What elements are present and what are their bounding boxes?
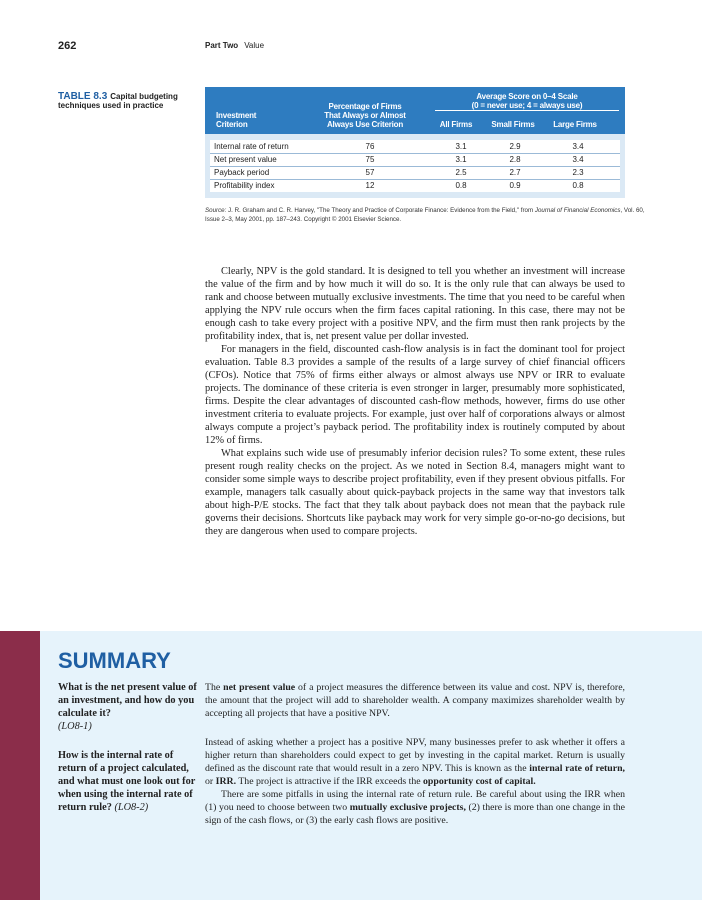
answer-paragraph xyxy=(205,736,625,788)
part-label xyxy=(205,41,264,50)
all-firms-cell: 2.5 xyxy=(455,168,467,177)
all-firms-cell: 3.1 xyxy=(455,142,467,151)
answer-text: or xyxy=(205,776,216,787)
small-firms-cell: 2.9 xyxy=(509,142,521,151)
table-row xyxy=(210,179,620,192)
key-term: internal rate of return, xyxy=(529,763,625,774)
page-number: 262 xyxy=(58,40,77,52)
paragraph: For managers in the field, discounted cash-flow analysis is in fact the dominant tool for project evaluation. Table 8.3 provides a sample of the results of a large survey of chief financial officers (CFOs). Notice that 75% of firms either always or almost always use NPV or IRR to evaluate projects. The dominance of these criteria is even stronger in larger, presumably more sophisticated, firms. Despite the clear advantages of discounted cash-flow methods, however, firms do use other investment criteria to evaluate projects. For example, just over half of corporations always or almost always compute a project’s payback period. The profitability index is routinely computed by about 12% of firms. xyxy=(205,344,625,446)
table-row xyxy=(210,153,620,167)
criterion-cell: Payback period xyxy=(214,168,270,177)
summary-section xyxy=(0,631,702,900)
key-term: IRR. xyxy=(215,776,237,787)
part-title: Value xyxy=(244,41,265,50)
summary-side-bar xyxy=(0,631,40,900)
percentage-cell: 57 xyxy=(365,168,375,177)
header-criterion-1: Investment xyxy=(216,111,257,120)
key-term: opportunity cost of capital. xyxy=(423,776,536,787)
large-firms-cell: 3.4 xyxy=(572,142,584,151)
question-text: What is the net present value of an investment, and how do you calculate it? xyxy=(58,682,197,719)
header-average-2: (0 = never use; 4 = always use) xyxy=(471,101,583,110)
part-number: Part Two xyxy=(205,41,239,50)
header-large-firms: Large Firms xyxy=(553,120,597,129)
criterion-cell: Profitability index xyxy=(214,181,275,190)
summary-title: SUMMARY xyxy=(58,648,171,673)
large-firms-cell: 2.3 xyxy=(572,168,584,177)
answer-text: Instead of asking whether a project has a positive NPV, many businesses prefer to ask whether it offers a higher return than shareholders could expect to get by investing in the capital market. Return is usually defined as the discount rate that would result in a zero NPV. This is known as the xyxy=(205,737,625,774)
answer-text: The project is attractive if the IRR exceeds the xyxy=(236,776,424,787)
criterion-cell: Net present value xyxy=(214,155,277,164)
table-label: TABLE 8.3 xyxy=(58,91,108,102)
source-text-2: , Vol. 60, Issue 2–3, May 2001, pp. 187–243. Copyright © 2001 Elsevier Science. xyxy=(205,207,645,223)
summary-answer-1 xyxy=(205,681,625,720)
paragraph: Clearly, NPV is the gold standard. It is designed to tell you whether an investment will increase the value of the firm and by how much it will do so. It is the only rule that can always be used to rank and choose between mutually exclusive investments. The time that you need to be careful when applying the NPV rule occurs when the firm faces capital rationing. In this case, there may not be enough cash to take every project with a positive NPV, and the firm must then rank projects by the profitability index, that is, net present value per dollar invested. xyxy=(205,266,625,342)
source-journal: Journal of Financial Economics xyxy=(534,207,621,214)
header-percentage-1: Percentage of Firms xyxy=(328,102,402,111)
header-rule xyxy=(435,110,619,111)
table-body xyxy=(210,140,620,192)
table-source xyxy=(205,206,645,224)
header-criterion-2: Criterion xyxy=(216,120,248,129)
answer-text: (2) there is more than one change in the sign of the cash flows, or (3) the early cash flows are positive. xyxy=(205,802,625,826)
paragraph: What explains such wide use of presumably inferior decision rules? To some extent, these rules present rough reality checks on the project. As we noted in Section 8.4, managers might want to consider some simple ways to describe project profitability, even if they present obvious pitfalls. For example, managers talk casually about quick-payback projects in the same way that investors talk about high-P/E stocks. The fact that they talk about payback does not mean that the payback rule governs their decisions. Shortcuts like payback may work for very simple go-or-no-go decisions, but they are dangerous when used to compare projects. xyxy=(205,448,625,537)
table-row xyxy=(210,140,620,154)
answer-paragraph xyxy=(205,788,625,827)
large-firms-cell: 0.8 xyxy=(572,181,584,190)
source-label: Source: xyxy=(205,207,227,214)
answer-text: There are some pitfalls in using the internal rate of return rule. Be careful about using the IRR when (1) you need to choose between two xyxy=(205,789,625,813)
large-firms-cell: 3.4 xyxy=(572,155,584,164)
source-text-1: J. R. Graham and C. R. Harvey, "The Theory and Practice of Corporate Finance: Evidence from the Field," from xyxy=(226,207,535,214)
answer-text: of a project measures the difference between its value and cost. NPV is, therefore, the amount that the project will add to shareholder wealth. A company maximizes shareholder wealth by accepting all projects that have a positive NPV. xyxy=(205,682,625,719)
header-small-firms: Small Firms xyxy=(491,120,535,129)
header-percentage-2: That Always or Almost xyxy=(324,111,406,120)
table-header xyxy=(205,87,625,134)
table-caption-text: Capital budgeting techniques used in practice xyxy=(58,92,178,110)
percentage-cell: 76 xyxy=(365,142,375,151)
running-header xyxy=(0,40,702,54)
question-text: How is the internal rate of return of a project calculated, and what must one look out for when using the internal rate of return rule? xyxy=(58,750,196,813)
header-average-1: Average Score on 0–4 Scale xyxy=(476,92,578,101)
all-firms-cell: 0.8 xyxy=(455,181,467,190)
capital-budgeting-table xyxy=(205,87,625,198)
small-firms-cell: 0.9 xyxy=(509,181,521,190)
answer-text: The xyxy=(205,682,224,693)
all-firms-cell: 3.1 xyxy=(455,155,467,164)
summary-answer-2 xyxy=(205,736,625,827)
header-all-firms: All Firms xyxy=(439,120,473,129)
criterion-cell: Internal rate of return xyxy=(214,142,289,151)
table-row xyxy=(210,166,620,180)
percentage-cell: 12 xyxy=(365,181,375,190)
answer-paragraph xyxy=(205,681,625,720)
small-firms-cell: 2.7 xyxy=(509,168,521,177)
summary-question-1 xyxy=(58,681,200,733)
percentage-cell: 75 xyxy=(365,155,375,164)
key-term: net present value xyxy=(223,682,296,693)
key-term: mutually exclusive projects, xyxy=(349,802,466,813)
summary-question-2 xyxy=(58,749,200,814)
small-firms-cell: 2.8 xyxy=(509,155,521,164)
learning-objective: (LO8-2) xyxy=(114,802,149,813)
learning-objective: (LO8-1) xyxy=(58,721,92,732)
header-percentage-3: Always Use Criterion xyxy=(326,120,404,129)
body-text xyxy=(205,265,625,538)
table-caption xyxy=(58,92,183,110)
